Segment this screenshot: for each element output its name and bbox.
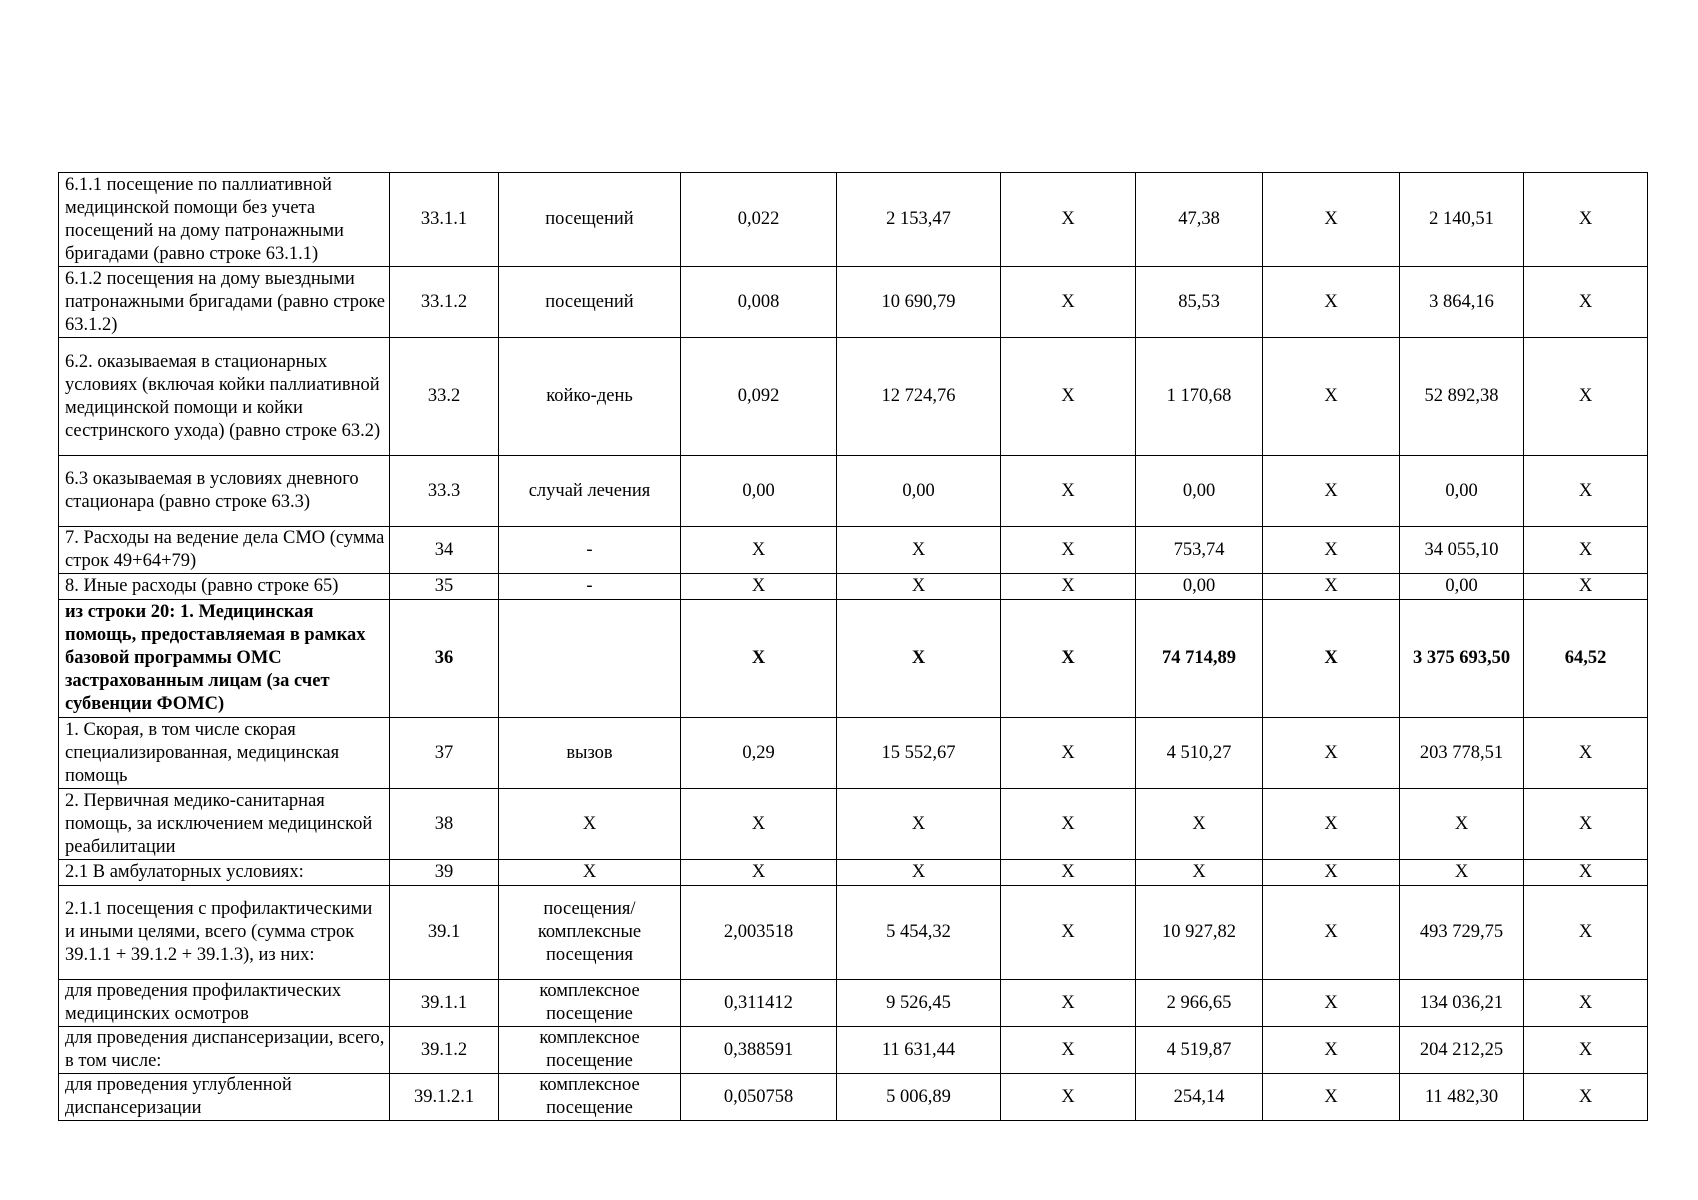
- cell-cost-norm: X: [837, 789, 1001, 860]
- cell-unit: комплексное посещение: [499, 1074, 681, 1121]
- table-row: [59, 267, 1648, 338]
- cell-per-capita-budget: X: [1001, 527, 1136, 574]
- cell-volume-norm: 0,388591: [681, 1027, 837, 1074]
- cell-cost-oms: 204 212,25: [1400, 1027, 1524, 1074]
- cell-per-capita-oms: 1 170,68: [1136, 338, 1263, 456]
- cell-unit: комплексное посещение: [499, 1027, 681, 1074]
- cell-per-capita-budget: X: [1001, 173, 1136, 267]
- cell-volume-norm: X: [681, 789, 837, 860]
- cell-cost-oms: 3 375 693,50: [1400, 600, 1524, 718]
- table-row: [59, 456, 1648, 527]
- cell-cost-oms: 0,00: [1400, 456, 1524, 527]
- cell-cost-norm: X: [837, 527, 1001, 574]
- cell-cost-budget: X: [1263, 860, 1400, 886]
- cell-per-capita-budget: X: [1001, 338, 1136, 456]
- cell-row-code: 33.2: [390, 338, 499, 456]
- cell-per-capita-oms: 254,14: [1136, 1074, 1263, 1121]
- cell-per-capita-oms: 10 927,82: [1136, 886, 1263, 980]
- cell-cost-norm: X: [837, 574, 1001, 600]
- cell-percent: X: [1524, 718, 1648, 789]
- cell-cost-budget: X: [1263, 980, 1400, 1027]
- cell-cost-oms: 493 729,75: [1400, 886, 1524, 980]
- cell-name: 7. Расходы на ведение дела СМО (сумма строк 49+64+79): [59, 527, 390, 574]
- cell-per-capita-oms: X: [1136, 789, 1263, 860]
- cell-per-capita-budget: X: [1001, 574, 1136, 600]
- cell-unit: койко-день: [499, 338, 681, 456]
- cell-row-code: 36: [390, 600, 499, 718]
- cell-percent: X: [1524, 173, 1648, 267]
- cell-unit: посещения/комплексные посещения: [499, 886, 681, 980]
- cell-row-code: 33.3: [390, 456, 499, 527]
- cell-unit: X: [499, 789, 681, 860]
- cell-per-capita-budget: X: [1001, 860, 1136, 886]
- cell-volume-norm: 0,311412: [681, 980, 837, 1027]
- table-row: [59, 789, 1648, 860]
- cell-percent: X: [1524, 1027, 1648, 1074]
- cell-unit: комплексное посещение: [499, 980, 681, 1027]
- cell-cost-oms: 3 864,16: [1400, 267, 1524, 338]
- table-row: [59, 173, 1648, 267]
- cell-per-capita-oms: 2 966,65: [1136, 980, 1263, 1027]
- cell-per-capita-oms: 74 714,89: [1136, 600, 1263, 718]
- cell-name: для проведения углубленной диспансеризации: [59, 1074, 390, 1121]
- cell-name: 8. Иные расходы (равно строке 65): [59, 574, 390, 600]
- cell-cost-norm: 2 153,47: [837, 173, 1001, 267]
- cell-row-code: 39.1.2.1: [390, 1074, 499, 1121]
- cell-per-capita-budget: X: [1001, 456, 1136, 527]
- cell-per-capita-oms: 4 519,87: [1136, 1027, 1263, 1074]
- cell-row-code: 37: [390, 718, 499, 789]
- cell-name: для проведения профилактических медицинских осмотров: [59, 980, 390, 1027]
- cell-per-capita-oms: 0,00: [1136, 456, 1263, 527]
- cell-volume-norm: 2,003518: [681, 886, 837, 980]
- cell-per-capita-budget: X: [1001, 267, 1136, 338]
- cell-name: 2. Первичная медико-санитарная помощь, за исключением медицинской реабилитации: [59, 789, 390, 860]
- cell-per-capita-budget: X: [1001, 886, 1136, 980]
- cell-cost-oms: 2 140,51: [1400, 173, 1524, 267]
- cell-name: 2.1 В амбулаторных условиях:: [59, 860, 390, 886]
- cell-per-capita-budget: X: [1001, 980, 1136, 1027]
- cell-cost-norm: 15 552,67: [837, 718, 1001, 789]
- table-row: [59, 574, 1648, 600]
- cell-unit: X: [499, 860, 681, 886]
- cell-cost-budget: X: [1263, 267, 1400, 338]
- cell-percent: X: [1524, 527, 1648, 574]
- cell-row-code: 39.1.2: [390, 1027, 499, 1074]
- cell-unit: вызов: [499, 718, 681, 789]
- cell-cost-budget: X: [1263, 1027, 1400, 1074]
- cell-percent: X: [1524, 456, 1648, 527]
- cell-cost-norm: 5 006,89: [837, 1074, 1001, 1121]
- cell-cost-budget: X: [1263, 173, 1400, 267]
- cell-cost-oms: 203 778,51: [1400, 718, 1524, 789]
- cell-per-capita-budget: X: [1001, 1027, 1136, 1074]
- cell-percent: X: [1524, 267, 1648, 338]
- table-row: [59, 980, 1648, 1027]
- cell-per-capita-oms: 85,53: [1136, 267, 1263, 338]
- cell-cost-oms: 34 055,10: [1400, 527, 1524, 574]
- cell-name: 1. Скорая, в том числе скорая специализированная, медицинская помощь: [59, 718, 390, 789]
- cell-cost-oms: X: [1400, 860, 1524, 886]
- cell-per-capita-budget: X: [1001, 718, 1136, 789]
- cell-row-code: 35: [390, 574, 499, 600]
- cell-row-code: 34: [390, 527, 499, 574]
- cell-name: для проведения диспансеризации, всего, в том числе:: [59, 1027, 390, 1074]
- cell-percent: 64,52: [1524, 600, 1648, 718]
- cell-cost-norm: X: [837, 600, 1001, 718]
- cell-cost-norm: 5 454,32: [837, 886, 1001, 980]
- cell-cost-norm: 11 631,44: [837, 1027, 1001, 1074]
- cell-unit: посещений: [499, 173, 681, 267]
- cell-row-code: 33.1.2: [390, 267, 499, 338]
- cell-cost-budget: X: [1263, 600, 1400, 718]
- cell-cost-oms: 11 482,30: [1400, 1074, 1524, 1121]
- cell-cost-budget: X: [1263, 574, 1400, 600]
- cell-cost-budget: X: [1263, 718, 1400, 789]
- cell-cost-budget: X: [1263, 338, 1400, 456]
- cell-percent: X: [1524, 574, 1648, 600]
- cell-name: 6.2. оказываемая в стационарных условиях (включая койки паллиативной медицинской помощи и койки сестринского ухода) (равно строке 63.2): [59, 338, 390, 456]
- cell-per-capita-oms: 753,74: [1136, 527, 1263, 574]
- table-row: [59, 1074, 1648, 1121]
- cell-unit: [499, 600, 681, 718]
- data-table: [58, 172, 1648, 1121]
- cell-row-code: 38: [390, 789, 499, 860]
- cell-cost-budget: X: [1263, 789, 1400, 860]
- cell-percent: X: [1524, 860, 1648, 886]
- cell-row-code: 39: [390, 860, 499, 886]
- cell-cost-budget: X: [1263, 456, 1400, 527]
- cell-percent: X: [1524, 1074, 1648, 1121]
- table-row: [59, 338, 1648, 456]
- cell-row-code: 39.1: [390, 886, 499, 980]
- cell-volume-norm: 0,29: [681, 718, 837, 789]
- cell-unit: -: [499, 527, 681, 574]
- cell-cost-budget: X: [1263, 1074, 1400, 1121]
- cell-volume-norm: 0,022: [681, 173, 837, 267]
- cell-volume-norm: X: [681, 574, 837, 600]
- cell-name: 6.1.1 посещение по паллиативной медицинской помощи без учета посещений на дому патронажными бригадами (равно строке 63.1.1): [59, 173, 390, 267]
- cell-cost-oms: 0,00: [1400, 574, 1524, 600]
- cell-row-code: 33.1.1: [390, 173, 499, 267]
- cell-per-capita-budget: X: [1001, 789, 1136, 860]
- cell-volume-norm: 0,050758: [681, 1074, 837, 1121]
- cell-cost-norm: 12 724,76: [837, 338, 1001, 456]
- cell-volume-norm: 0,00: [681, 456, 837, 527]
- cell-cost-budget: X: [1263, 527, 1400, 574]
- table-row: [59, 886, 1648, 980]
- cell-name: 2.1.1 посещения с профилактическими и иными целями, всего (сумма строк 39.1.1 + 39.1.2 + 39.1.3), из них:: [59, 886, 390, 980]
- cell-per-capita-budget: X: [1001, 600, 1136, 718]
- cell-cost-norm: X: [837, 860, 1001, 886]
- cell-per-capita-oms: X: [1136, 860, 1263, 886]
- cell-per-capita-budget: X: [1001, 1074, 1136, 1121]
- cell-percent: X: [1524, 338, 1648, 456]
- table-row: [59, 600, 1648, 718]
- table-row: [59, 1027, 1648, 1074]
- cell-cost-budget: X: [1263, 886, 1400, 980]
- cell-cost-norm: 9 526,45: [837, 980, 1001, 1027]
- cell-per-capita-oms: 4 510,27: [1136, 718, 1263, 789]
- cell-per-capita-oms: 47,38: [1136, 173, 1263, 267]
- cell-volume-norm: X: [681, 527, 837, 574]
- cell-row-code: 39.1.1: [390, 980, 499, 1027]
- cell-cost-oms: 52 892,38: [1400, 338, 1524, 456]
- cell-cost-oms: 134 036,21: [1400, 980, 1524, 1027]
- cell-unit: посещений: [499, 267, 681, 338]
- cell-percent: X: [1524, 980, 1648, 1027]
- cell-volume-norm: X: [681, 860, 837, 886]
- cell-percent: X: [1524, 886, 1648, 980]
- cell-unit: -: [499, 574, 681, 600]
- table-row: [59, 718, 1648, 789]
- cell-volume-norm: 0,092: [681, 338, 837, 456]
- cell-name: 6.3 оказываемая в условиях дневного стационара (равно строке 63.3): [59, 456, 390, 527]
- table-row: [59, 527, 1648, 574]
- cell-unit: случай лечения: [499, 456, 681, 527]
- cell-percent: X: [1524, 789, 1648, 860]
- cell-volume-norm: X: [681, 600, 837, 718]
- cell-volume-norm: 0,008: [681, 267, 837, 338]
- table-row: [59, 860, 1648, 886]
- cell-per-capita-oms: 0,00: [1136, 574, 1263, 600]
- cell-name: 6.1.2 посещения на дому выездными патронажными бригадами (равно строке 63.1.2): [59, 267, 390, 338]
- cell-name: из строки 20: 1. Медицинская помощь, предоставляемая в рамках базовой программы ОМС застрахованным лицам (за счет субвенции ФОМС): [59, 600, 390, 718]
- cell-cost-norm: 10 690,79: [837, 267, 1001, 338]
- cell-cost-oms: X: [1400, 789, 1524, 860]
- cell-cost-norm: 0,00: [837, 456, 1001, 527]
